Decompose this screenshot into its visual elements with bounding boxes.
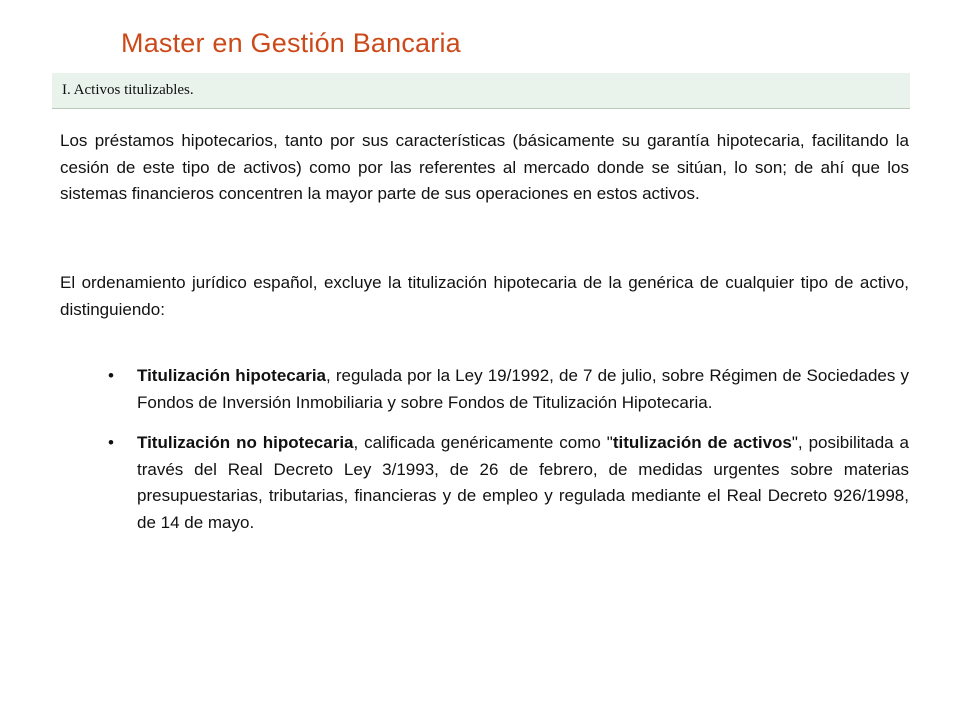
bullet-term: Titulización hipotecaria (137, 366, 327, 385)
list-item (108, 430, 909, 536)
paragraph-intro: Los préstamos hipotecarios, tanto por sus características (básicamente su garantía hipotecaria, facilitando la cesión de este tipo de activos) como por las referentes al mercado donde se sitúan, lo son; de ahí que los sistemas financieros concentren la mayor parte de sus operaciones en estos activos. (60, 131, 909, 203)
bullet-emphasis: titulización de activos (612, 433, 792, 452)
paragraph-legal: El ordenamiento jurídico español, excluye la titulización hipotecaria de la genérica de cualquier tipo de activo, distinguiendo: (60, 273, 909, 319)
bullet-text: , calificada genéricamente como " (353, 433, 613, 452)
section-header-bar (52, 73, 910, 109)
bullet-list (108, 363, 909, 536)
bullet-term: Titulización no hipotecaria (137, 433, 354, 452)
list-item (108, 363, 909, 416)
slide-title: Master en Gestión Bancaria (121, 28, 461, 58)
bullet-text: , regulada por la Ley 19/1992, de 7 de julio, sobre Régimen de Sociedades y Fondos de Inversión Inmobiliaria y sobre Fondos de Titulización Hipotecaria. (137, 366, 909, 412)
bullet-text-continued: ", posibilitada a través del Real Decreto Ley 3/1993, de 26 de febrero, de medidas urgentes sobre materias presupuestarias, tributarias, financieras y de empleo y regulada mediante el Real Decreto 926/1998, de 14 de mayo. (137, 433, 909, 532)
section-heading: I. Activos titulizables. (62, 82, 194, 98)
bullet-icon: • (108, 366, 114, 385)
bullet-icon: • (108, 433, 114, 452)
